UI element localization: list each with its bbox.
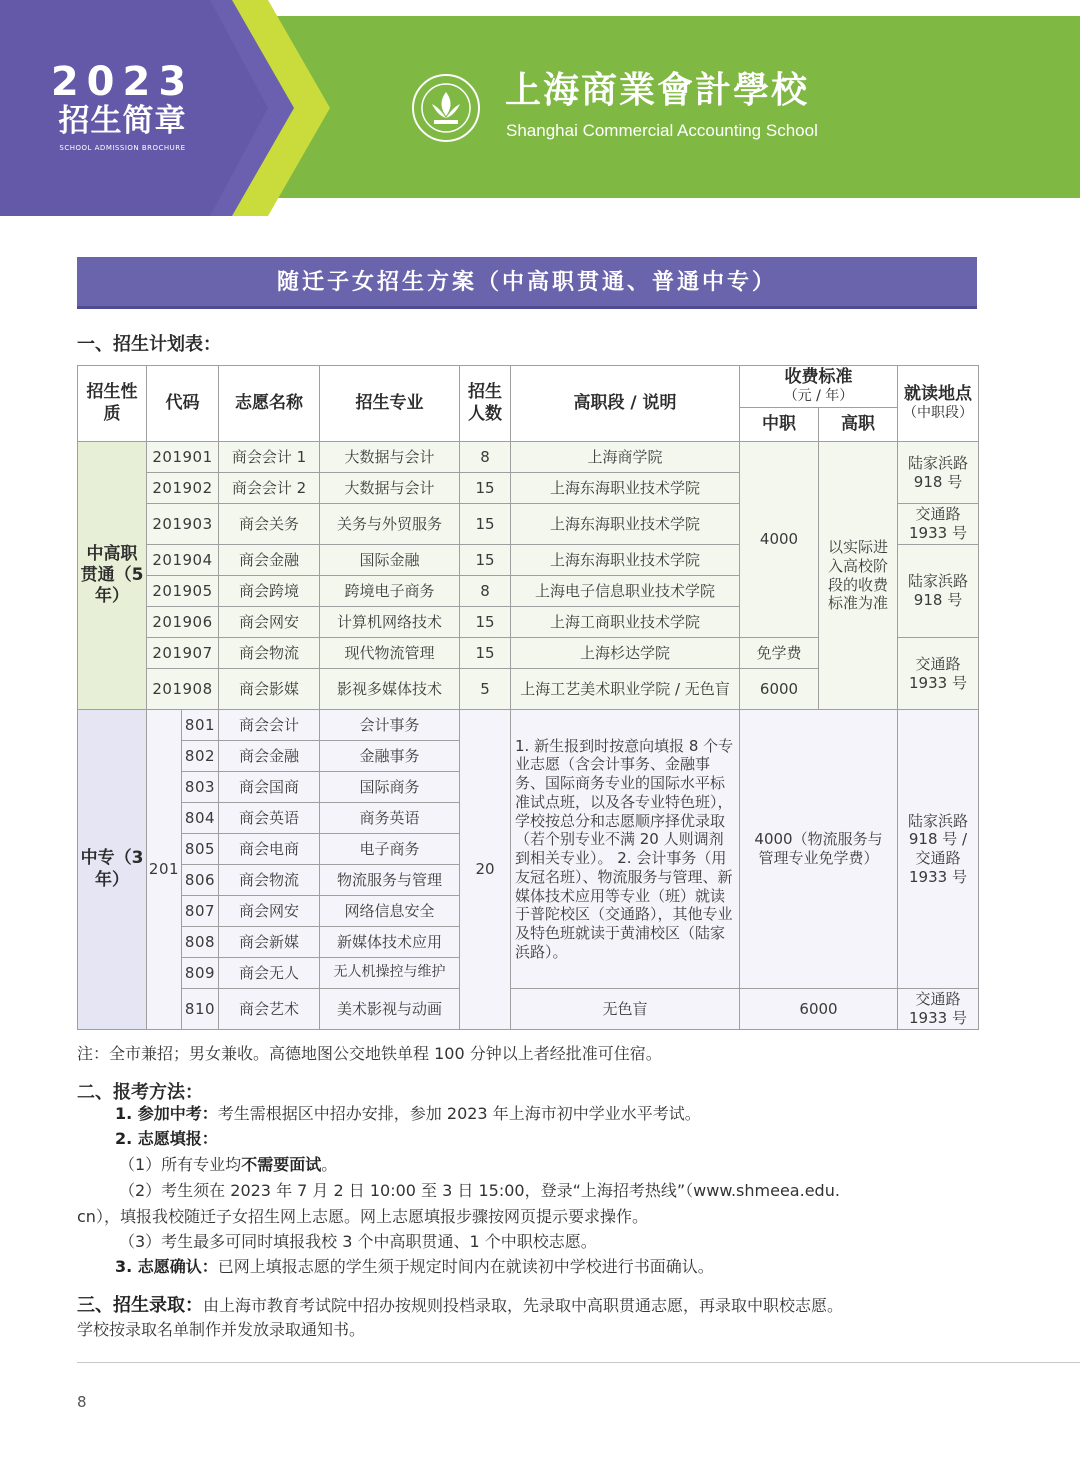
apply-item-1-label: 1. 参加中考：	[115, 1104, 218, 1123]
school-name-cn: 上海商業會計學校	[505, 69, 810, 111]
college-cell: 上海商学院	[511, 442, 740, 473]
col-header-location	[898, 366, 979, 442]
table-note: 注：全市兼招；男女兼收。高德地图公交地铁单程 100 分钟以上者经批准可住宿。	[77, 1044, 662, 1063]
brochure-subtitle: SCHOOL ADMISSION BROCHURE	[59, 144, 186, 152]
major-cell: 国际商务	[320, 772, 460, 803]
major-cell: 关务与外贸服务	[320, 504, 460, 545]
admission-line-2: 学校按录取名单制作并发放录取通知书。	[77, 1320, 366, 1339]
major-cell: 跨境电子商务	[320, 576, 460, 607]
code-cell: 201906	[147, 607, 219, 638]
code-cell: 810	[182, 989, 219, 1030]
major-cell: 无人机操控与维护	[320, 958, 460, 989]
count-cell: 15	[460, 638, 511, 669]
major-cell: 商务英语	[320, 803, 460, 834]
apply-sub-2-line2: cn），填报我校随迁子女招生网上志愿。网上志愿填报步骤按网页提示要求操作。	[77, 1207, 648, 1226]
group-label: 中高职贯通（5 年）	[78, 442, 147, 710]
fee-mid-cell: 6000	[740, 669, 819, 710]
fee-cell: 4000（物流服务与管理专业免学费）	[740, 710, 898, 989]
table-row	[78, 442, 979, 473]
count-cell: 15	[460, 607, 511, 638]
header-banner	[0, 0, 1080, 216]
section-heading-plan: 一、招生计划表：	[77, 334, 221, 355]
name-cell: 商会会计 1	[219, 442, 320, 473]
major-cell: 大数据与会计	[320, 442, 460, 473]
code-cell: 806	[182, 865, 219, 896]
col-header-fee	[740, 366, 898, 408]
name-cell: 商会影媒	[219, 669, 320, 710]
location-cell: 交通路 1933 号	[898, 638, 979, 710]
col-header-code: 代码	[147, 366, 219, 442]
apply-sub-1-bold: 不需要面试	[241, 1155, 322, 1174]
apply-item-2-label: 2. 志愿填报：	[115, 1129, 218, 1148]
code-cell: 201901	[147, 442, 219, 473]
apply-sub-3: （3）考生最多可同时填报我校 3 个中高职贯通、1 个中职校志愿。	[119, 1232, 597, 1251]
code-cell: 801	[182, 710, 219, 741]
apply-sub-1-text: （1）所有专业均	[119, 1155, 242, 1174]
code-cell: 805	[182, 834, 219, 865]
name-cell: 商会电商	[219, 834, 320, 865]
college-cell: 上海电子信息职业技术学院	[511, 576, 740, 607]
apply-item-2	[77, 1126, 218, 1152]
page-title: 随迁子女招生方案（中高职贯通、普通中专）	[77, 257, 977, 309]
name-cell: 商会关务	[219, 504, 320, 545]
major-cell: 国际金融	[320, 545, 460, 576]
school-name-en: Shanghai Commercial Accounting School	[506, 121, 818, 140]
code-cell: 201903	[147, 504, 219, 545]
table-row	[78, 710, 979, 741]
name-cell: 商会金融	[219, 741, 320, 772]
name-cell: 商会物流	[219, 865, 320, 896]
college-cell: 上海东海职业技术学院	[511, 545, 740, 576]
brochure-year: 2023	[50, 59, 195, 105]
code-cell: 201904	[147, 545, 219, 576]
fee-mid-cell: 4000	[740, 442, 819, 638]
name-cell: 商会艺术	[219, 989, 320, 1030]
code-cell: 803	[182, 772, 219, 803]
col-header-count: 招生人数	[460, 366, 511, 442]
table-header-row	[78, 366, 979, 408]
count-cell: 20	[460, 710, 511, 1030]
count-cell: 8	[460, 442, 511, 473]
code-cell: 201902	[147, 473, 219, 504]
name-cell: 商会物流	[219, 638, 320, 669]
apply-sub-1	[77, 1152, 337, 1178]
name-cell: 商会国商	[219, 772, 320, 803]
location-cell: 交通路 1933 号	[898, 504, 979, 545]
count-cell: 15	[460, 504, 511, 545]
description-cell: 1. 新生报到时按意向填报 8 个专业志愿（含会计事务、金融事务、国际商务专业的国际水平标准试点班，以及各专业特色班），学校按总分和志愿顺序择优录取（若个别专业不满 20 人则调剂到相关专业）。 2. 会计事务（用友冠名班）、物流服务与管理、新媒体技术应用等专业（班）就读于普陀校区（交通路），其他专业及特色班就读于黄浦校区（陆家浜路）。	[511, 710, 740, 989]
code-cell: 201907	[147, 638, 219, 669]
col-header-fee-mid: 中职	[740, 408, 819, 442]
name-cell: 商会会计	[219, 710, 320, 741]
name-cell: 商会跨境	[219, 576, 320, 607]
major-cell: 新媒体技术应用	[320, 927, 460, 958]
col-header-name: 志愿名称	[219, 366, 320, 442]
fee-high-cell: 以实际进入高校阶段的收费标准为准	[819, 442, 898, 710]
name-cell: 商会新媒	[219, 927, 320, 958]
college-cell: 上海工艺美术职业学院 / 无色盲	[511, 669, 740, 710]
description-cell: 无色盲	[511, 989, 740, 1030]
col-header-nature: 招生性质	[78, 366, 147, 442]
major-cell: 金融事务	[320, 741, 460, 772]
apply-item-1-text: 考生需根据区中招办安排，参加 2023 年上海市初中学业水平考试。	[217, 1104, 701, 1123]
major-cell: 现代物流管理	[320, 638, 460, 669]
count-cell: 15	[460, 545, 511, 576]
college-cell: 上海东海职业技术学院	[511, 473, 740, 504]
apply-item-3-text: 已网上填报志愿的学生须于规定时间内在就读初中学校进行书面确认。	[217, 1257, 714, 1276]
major-cell: 会计事务	[320, 710, 460, 741]
college-cell: 上海杉达学院	[511, 638, 740, 669]
code-cell: 807	[182, 896, 219, 927]
major-cell: 计算机网络技术	[320, 607, 460, 638]
admission-text: 由上海市教育考试院中招办按规则投档录取，先录取中高职贯通志愿，再录取中职校志愿。	[203, 1296, 844, 1315]
major-cell: 大数据与会计	[320, 473, 460, 504]
major-cell: 美术影视与动画	[320, 989, 460, 1030]
major-cell: 电子商务	[320, 834, 460, 865]
section-heading-admission: 三、招生录取：	[77, 1295, 203, 1316]
fee-unit: （元 / 年）	[783, 388, 854, 405]
count-cell: 8	[460, 576, 511, 607]
location-title: 就读地点	[904, 384, 972, 405]
name-cell: 商会金融	[219, 545, 320, 576]
code-cell: 201905	[147, 576, 219, 607]
page-number: 8	[77, 1393, 87, 1411]
location-cell: 陆家浜路 918 号	[898, 442, 979, 504]
code-cell: 802	[182, 741, 219, 772]
major-cell: 网络信息安全	[320, 896, 460, 927]
location-cell: 陆家浜路 918 号 / 交通路 1933 号	[898, 710, 979, 989]
location-cell: 陆家浜路 918 号	[898, 545, 979, 638]
count-cell: 5	[460, 669, 511, 710]
code-cell: 809	[182, 958, 219, 989]
table-row	[78, 989, 979, 1030]
group-label: 中专（3 年）	[78, 710, 147, 1030]
location-cell: 交通路 1933 号	[898, 989, 979, 1030]
apply-item-1	[77, 1101, 701, 1127]
major-cell: 物流服务与管理	[320, 865, 460, 896]
footer-divider	[77, 1362, 1080, 1363]
code-cell: 201908	[147, 669, 219, 710]
location-sub: （中职段）	[903, 405, 973, 422]
apply-sub-2-line1: （2）考生须在 2023 年 7 月 2 日 10:00 至 3 日 15:00，登录“上海招考热线”（www.shmeea.edu.	[119, 1181, 840, 1200]
apply-item-3-label: 3. 志愿确认：	[115, 1257, 218, 1276]
name-cell: 商会网安	[219, 896, 320, 927]
code-prefix-cell: 201	[147, 710, 182, 1030]
major-cell: 影视多媒体技术	[320, 669, 460, 710]
enrollment-plan-table	[77, 365, 979, 1030]
apply-sub-1-end: 。	[321, 1155, 338, 1174]
fee-mid-cell: 免学费	[740, 638, 819, 669]
brochure-title: 招生简章	[58, 103, 187, 139]
col-header-major: 招生专业	[320, 366, 460, 442]
school-emblem-icon	[410, 72, 490, 144]
name-cell: 商会网安	[219, 607, 320, 638]
col-header-college: 高职段 / 说明	[511, 366, 740, 442]
fee-title: 收费标准	[784, 367, 853, 388]
name-cell: 商会会计 2	[219, 473, 320, 504]
code-cell: 804	[182, 803, 219, 834]
section-heading-apply: 二、报考方法：	[77, 1082, 203, 1103]
apply-item-3	[77, 1254, 714, 1280]
name-cell: 商会英语	[219, 803, 320, 834]
college-cell: 上海东海职业技术学院	[511, 504, 740, 545]
code-cell: 808	[182, 927, 219, 958]
col-header-fee-high: 高职	[819, 408, 898, 442]
count-cell: 15	[460, 473, 511, 504]
name-cell: 商会无人	[219, 958, 320, 989]
fee-cell: 6000	[740, 989, 898, 1030]
college-cell: 上海工商职业技术学院	[511, 607, 740, 638]
